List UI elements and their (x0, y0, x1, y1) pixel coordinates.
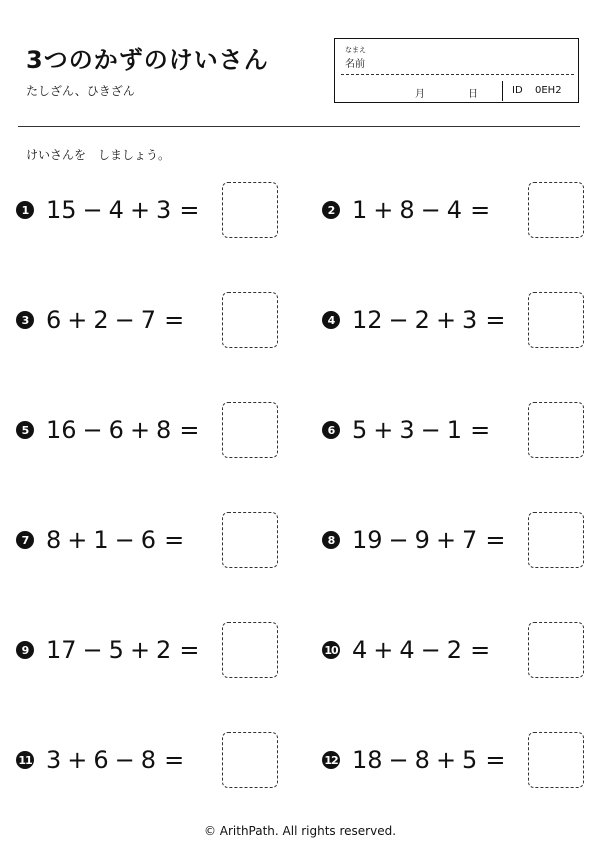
operand: 5 (352, 416, 368, 444)
problem-number: 12 (322, 751, 340, 769)
problem-item (322, 402, 590, 458)
problem-expression (46, 526, 184, 554)
problem-item (16, 402, 284, 458)
header-divider (18, 126, 580, 127)
problem-item (322, 622, 590, 678)
instruction-text: けいさんを しましょう。 (26, 148, 171, 162)
equals-sign: = (164, 746, 185, 774)
id-label: ID (512, 85, 523, 96)
operand: 7 (140, 306, 157, 334)
operand: 5 (462, 746, 478, 774)
name-label: 名前 (345, 59, 365, 70)
problem-number: 10 (322, 641, 340, 659)
equals-sign: = (164, 306, 185, 334)
page-title: 3つのかずのけいさん (26, 46, 269, 74)
operand: 1 (93, 526, 109, 554)
answer-box[interactable] (528, 732, 584, 788)
operator: + (435, 746, 457, 774)
problem-expression (352, 526, 505, 554)
equals-sign: = (179, 196, 200, 224)
operand: 4 (399, 636, 415, 664)
operand: 6 (108, 416, 124, 444)
operator: − (388, 746, 409, 774)
operand: 15 (46, 196, 77, 224)
operand: 1 (352, 196, 368, 224)
answer-box[interactable] (528, 292, 584, 348)
operand: 17 (46, 636, 77, 664)
operand: 2 (93, 306, 109, 334)
id-separator (502, 81, 503, 101)
name-furigana: なまえ (345, 46, 366, 54)
operator: + (129, 636, 151, 664)
problem-number: 1 (16, 201, 34, 219)
problem-expression (352, 306, 505, 334)
equals-sign: = (164, 526, 185, 554)
operand: 19 (352, 526, 383, 554)
operator: − (114, 526, 135, 554)
answer-box[interactable] (222, 402, 278, 458)
operator: + (67, 306, 88, 334)
answer-box[interactable] (222, 512, 278, 568)
operand: 4 (108, 196, 124, 224)
operand: 8 (414, 746, 430, 774)
operand: 16 (46, 416, 77, 444)
problem-number: 9 (16, 641, 34, 659)
operand: 9 (414, 526, 430, 554)
answer-box[interactable] (528, 402, 584, 458)
operator: − (420, 416, 441, 444)
problem-item (16, 622, 284, 678)
problem-item (322, 732, 590, 788)
problem-number: 5 (16, 421, 34, 439)
operand: 5 (108, 636, 124, 664)
operand: 12 (352, 306, 383, 334)
operator: + (67, 526, 88, 554)
operator: + (373, 636, 394, 664)
problem-item (322, 512, 590, 568)
problem-number: 3 (16, 311, 34, 329)
problem-expression (352, 636, 490, 664)
operand: 1 (446, 416, 463, 444)
day-label: 日 (468, 89, 478, 100)
problem-expression (352, 196, 490, 224)
copyright-footer: © ArithPath. All rights reserved. (203, 824, 397, 838)
problem-item (322, 292, 590, 348)
month-label: 月 (415, 89, 425, 100)
operand: 4 (446, 196, 463, 224)
answer-box[interactable] (222, 732, 278, 788)
operator: − (420, 636, 441, 664)
equals-sign: = (470, 636, 491, 664)
operator: + (129, 196, 151, 224)
operand: 8 (399, 196, 415, 224)
answer-box[interactable] (222, 292, 278, 348)
name-underline (341, 74, 574, 75)
operator: + (129, 416, 151, 444)
id-value: 0EH2 (535, 85, 562, 96)
problem-item (16, 292, 284, 348)
problem-item (322, 182, 590, 238)
problem-expression (352, 746, 505, 774)
equals-sign: = (470, 196, 491, 224)
problem-number: 11 (16, 751, 34, 769)
operator: + (373, 196, 394, 224)
operator: − (82, 416, 103, 444)
problem-item (16, 182, 284, 238)
equals-sign: = (485, 306, 506, 334)
operator: + (373, 416, 394, 444)
problem-expression (352, 416, 490, 444)
problem-number: 2 (322, 201, 340, 219)
problem-item (16, 512, 284, 568)
operator: − (82, 636, 103, 664)
problem-number: 4 (322, 311, 340, 329)
problem-expression (46, 636, 199, 664)
equals-sign: = (485, 526, 506, 554)
page-subtitle: たしざん、ひきざん (26, 84, 135, 98)
operand: 6 (46, 306, 62, 334)
answer-box[interactable] (528, 182, 584, 238)
problem-expression (46, 306, 184, 334)
operator: − (388, 526, 409, 554)
equals-sign: = (179, 636, 200, 664)
operand: 3 (399, 416, 415, 444)
answer-box[interactable] (528, 622, 584, 678)
operand: 3 (46, 746, 62, 774)
problem-item (16, 732, 284, 788)
operand: 8 (140, 746, 157, 774)
equals-sign: = (179, 416, 200, 444)
problem-number: 7 (16, 531, 34, 549)
operator: + (435, 306, 457, 334)
answer-box[interactable] (222, 622, 278, 678)
operand: 2 (156, 636, 172, 664)
operand: 2 (446, 636, 463, 664)
operator: − (114, 746, 135, 774)
name-box (334, 38, 579, 103)
operator: − (388, 306, 409, 334)
problem-expression (46, 416, 199, 444)
answer-box[interactable] (528, 512, 584, 568)
problem-expression (46, 746, 184, 774)
operator: − (114, 306, 135, 334)
problem-expression (46, 196, 199, 224)
operand: 18 (352, 746, 383, 774)
operator: − (82, 196, 103, 224)
operand: 7 (462, 526, 478, 554)
answer-box[interactable] (222, 182, 278, 238)
operand: 3 (156, 196, 172, 224)
operand: 6 (140, 526, 157, 554)
operand: 4 (352, 636, 368, 664)
operand: 8 (156, 416, 172, 444)
equals-sign: = (470, 416, 491, 444)
operand: 2 (414, 306, 430, 334)
operand: 8 (46, 526, 62, 554)
problem-number: 8 (322, 531, 340, 549)
operand: 3 (462, 306, 478, 334)
operator: − (420, 196, 441, 224)
operand: 6 (93, 746, 109, 774)
operator: + (67, 746, 88, 774)
equals-sign: = (485, 746, 506, 774)
problem-number: 6 (322, 421, 340, 439)
operator: + (435, 526, 457, 554)
